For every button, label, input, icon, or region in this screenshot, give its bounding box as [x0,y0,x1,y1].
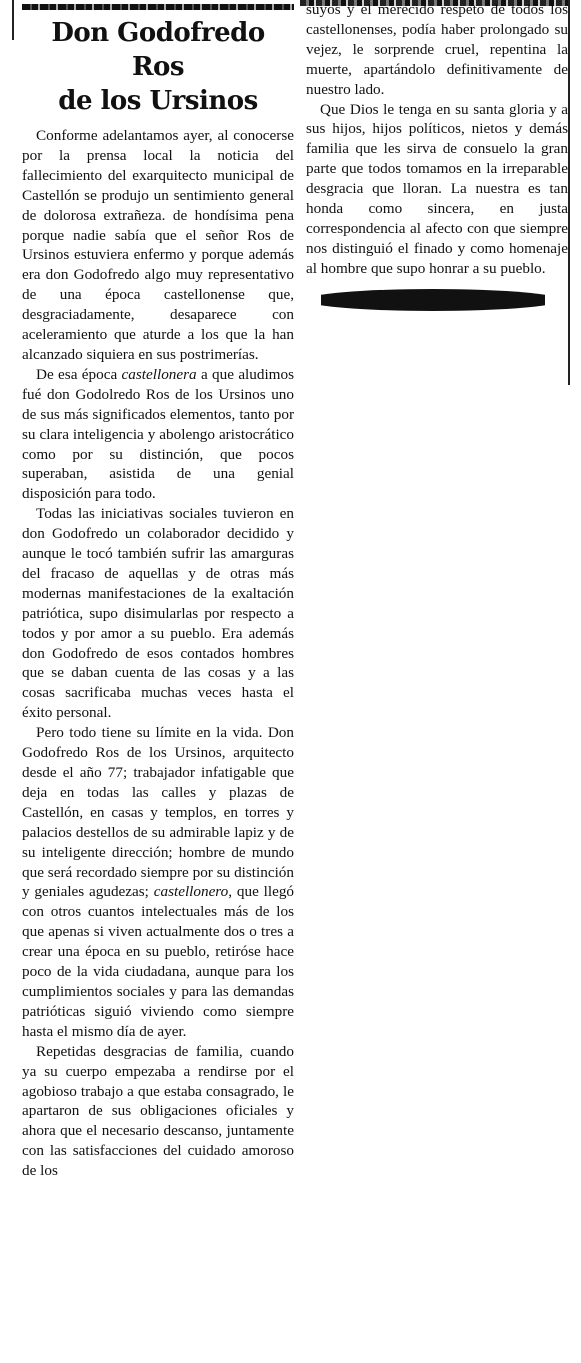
column-rule-left [12,0,14,40]
paragraph-2-start: De esa época [36,365,122,383]
article-right-column [306,0,568,311]
paragraph-2 [22,365,294,504]
article-left-column [22,0,294,1363]
headline-top-rule [22,4,294,10]
paragraph-continued: suyos y el merecido respeto de todos los castellonenses, podía haber prolongado su vejez, le sorprende cruel, repentina la muerte, apartándolo definitivamente de nuestro lado. [306,1,568,98]
paragraph-4-italic: castellonero [153,883,229,901]
paragraph-closing-text: Que Dios le tenga en su santa gloria y a sus hijos, hijos políticos, nietos y demás familia que les sirva de consuelo la gran parte que todos tomamos en la irreparable desgracia que lloran. La nuestra es tan honda como sincera, en justa correspondencia al afecto con que siempre nos distinguió el finado y como homenaje al hombre que supo honrar a su pueblo. [306,100,568,277]
article-headline [22,16,294,118]
paragraph-1: Conforme adelantamos ayer, al conocerse por la prensa local la noticia del fallecimiento del exarquitecto municipal de Castellón se produjo un sentimiento general de dolorosa extrañeza. de hondísima pena porque nadie sabía que el señor Ros de Ursinos estuviera enfermo y porque además era don Godofredo algo muy representativo de una época castellonense que, desgraciadamente, desaparece con aceleramiento que aturde a los que la han alcanzado siquiera en sus postrimerías. [22,127,294,363]
headline-line-1: Don Godofredo Ros [51,18,265,82]
end-ornament [306,289,560,311]
paragraph-4 [22,723,294,1042]
column-rule-right [568,0,570,385]
paragraph-2-italic: castellonera [121,365,197,383]
paragraph-4-start: Pero todo tiene su límite en la vida. Don Godofredo Ros de los Ursinos, arquitecto desde el año 77; trabajador infatigable que deja en todas las calles y plazas de Castellón, en casas y templos, en torres y palacios destellos de su admirable lapiz y de su inteligente dirección; hombre de mundo que será recordado siempre por su distinción y geniales agudezas; [22,724,294,901]
paragraph-3: Todas las iniciativas sociales tuvieron en don Godofredo un colaborador decidido y aunque le tocó también sufrir las amarguras del fracaso de aquellas y de otras más modernas manifestaciones de la exaltación patriótica, supo disimularlas por respecto a todos y por amor a su pueblo. Era además don Godofredo de esos contados hombres que se daban cuenta de las cosas y a las cosas sacrificaba muchas veces hasta el éxito personal. [22,505,294,722]
paragraph-5: Repetidas desgracias de familia, cuando ya su cuerpo empezaba a rendirse por el agobioso trabajo a que estaba consagrado, le apartaron de sus obligaciones oficiales y ahora que el necesario descanso, juntamente con las satisfacciones del cuidado amoroso de los [22,1042,294,1180]
paragraph-closing [306,100,568,279]
paragraph-2-end: a que aludimos fué don Godolredo Ros de los Ursinos uno de sus más significados elementos, tanto por su clara inteligencia y abolengo aristocrático como por su distinción, que pocos superaban, asistida de una genial disposición para todo. [22,365,295,503]
headline-line-2: de los Ursinos [58,86,258,116]
paragraph-4-end: , que llegó con otros cuantos intelectuales más de los que apenas si viven actualmente dos o tres a crear una época en su pueblo, retiróse hace poco de la vida ciudadana, aunque para los cumplimientos sociales y para las demandas patrióticas siguió viviendo como siempre hasta el mismo día de ayer. [22,883,295,1040]
